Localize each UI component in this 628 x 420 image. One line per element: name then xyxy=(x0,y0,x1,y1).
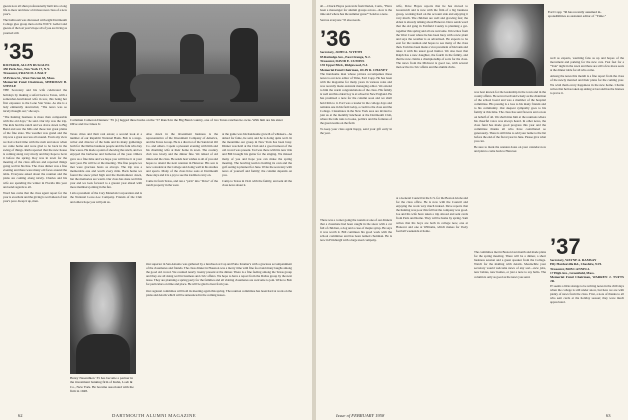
right-column-6 xyxy=(320,218,392,245)
class-year-35: ’35 xyxy=(3,38,34,64)
photo-hunters-caption: Carlsmun Cameron Dennew ’35 (r.) lugged three bucks on the ’57 Ranch in the Big Bend country, one of two Texas ranches he owns. With him are his sister Olive and Joe Likes Jr. xyxy=(70,118,283,127)
treasurer-address: 17 High Ave., Greenfield, Mass. xyxy=(550,270,595,275)
filler-text: guests now all shun professionally built into a long life to mow and mow a bit more near class of a new year's. xyxy=(3,4,67,17)
filler-text: Camp to Texas in 1941 with the family, and sent all the class news about it. xyxy=(222,179,292,188)
right-column-2 xyxy=(396,4,468,72)
filler-text: To keep your class agent happy, send your gift early in the year. xyxy=(320,127,392,136)
filler-text: Texas cities and their real estate; a second look at a number of our Republic National Bank. Bob is a stage-writer and director of the bank and its many gatherings both for the Dallas business people and the folk who buy fine wares. He made a point of showing the ranch, and we enjoyed the barbecue and barbecue of the year. Others gave us a fine time and we hope you will have it at your next year. He will be at the meeting. The fine people we met were gracious hosts as always. The trip was a memorable one and worth every mile. Back home we found the snow piled high and the thermometer down, but the memories are warm. Our class has done well this year and we look forward to a greater year ahead with more members joining in the fun. xyxy=(70,132,142,190)
left-page xyxy=(0,0,312,420)
filler-text: The committee met in Boston last month and made plans for the spring meeting. There will be a dinner, a short business session and a guest speaker from the College. Watch for the mailing with details. Meanwhile your secretary would welcome news of any sort—new jobs, new babies, new homes, or just a note to say hello. The column is only as good as the news you send. xyxy=(474,250,546,279)
treasurer-address: 135 Upper Blvd., Ridgewood, N.J. xyxy=(320,63,369,68)
left-column-1 xyxy=(3,4,67,205)
treasurer-line: Treasurer, FRANCIS J. BALT xyxy=(3,71,47,76)
filler-text: Also down in the investment business is the representative of the Investment Company of America, and the Texas Group. He is a director of the Sandoval Oil Co. and others. I spent a pleasant evening with him and his charming wife at their home in town. The country club was lovely and the dinner fine. We talked of old times and the class. He sends best wishes to all of you and hopes to attend the next reunion in Hanover. His son is now a student at the College and doing well in his studies and sports. Many of the class have sons at Dartmouth these days and it is a joy to see the tradition carry on. xyxy=(146,132,218,177)
right-running-foot: Issue of FEBRUARY 1958 xyxy=(336,413,385,418)
right-column-8 xyxy=(474,250,546,281)
treasurer-line: Treasurer, BOB CANNELL xyxy=(550,266,590,271)
memorial-line: Memorial Fund Chairman, WARREN J. TUFTS JR. xyxy=(550,275,624,284)
right-column-7 xyxy=(396,196,468,235)
right-folio: 63 xyxy=(606,413,611,418)
class-year-37: ’37 xyxy=(550,234,581,259)
portrait-suit xyxy=(76,334,130,374)
photo-portrait-copp xyxy=(474,4,544,86)
filler-text: wife, Dave Hayes reports that he has moved to Greenwich and is now with the firm of a big business group, working hard on the account side and enjoying it very much. The children are well and growing fast; the eldest is already talking about Hanover. Dave sends word that the old gang in Fairfield County is planning a get-together this spring and all are welcome. Jim writes from the West Coast where he has been busy with a new plant and says the weather is as advertised. He expects to be east for the reunion and hopes to see many of the class then. Tom has been made a vice president of his bank and takes it with his usual good humor. We also hear that Ralph has a new daughter, the fourth in the family, and that he now claims a championship of sorts for the class. The news from the Midwest is good too, with several men active in civic affairs and the alumni clubs. xyxy=(396,4,468,70)
filler-text: Among the notes this month is a fine report from the class of the newly married and their plans for the coming year. We wish them every happiness in the new home. Charlie writes that he has taken up skiing at last and has the bruises to prove it. xyxy=(550,74,624,95)
filler-text: The handsome man whose picture accompanies these notes is our new editor of Time, Earl Copp. He has been with the magazine for many years in various roles and was recently made assistant managing editor. We extend to him the warm congratulations of the class. His family is well and his oldest boy is at school in New England. He has promised a note for the column soon and we shall hold him to it. Earl was a leader in the college days and remains one in his field today, a credit to the class and the College. Classmates in the New York area are invited to join us at the monthly luncheon at the Dartmouth Club, where the talk runs to books, politics and the fortunes of the green teams on the field. xyxy=(320,71,392,125)
filler-text: There was a corner going the rounds at one of our dinners that a classmate had been caught in the snow with a car full of children, a dog and a case of maple syrup. He says it was worth it. Bill continues his good work with the school committee and has been named chairman. He is now in Pittsburgh with a large steel company. xyxy=(320,218,392,243)
treasurer-address: 35 Prince St., West Newton 65, Mass. xyxy=(3,75,56,80)
filler-text: was best known for the leadership in the town and in the county affairs. He served well and wisely as the chairman of the school board and was a member of the hospital committee. His passing is a loss to his many friends and to his community. Our deepest sympathy goes to his family at this time. The class has sent flowers and a note on behalf of all. We shall miss him at the reunions where his cheerful voice was always heard. In other news, the class fund has made good progress this year and the committee thanks all who have contributed so generously. There is still time to add your name to the list before the end of the fiscal year in June. Please give what you can. xyxy=(474,90,546,144)
filler-text: Word has come that the class agent report for the year is excellent and the giving is well ahead of last year's pace. Keep it up, men. xyxy=(3,190,67,203)
filler-text: The bathroom was discussed with eight Dartmouth College glee group men on the Will Y. Gellert and guests of the lost year's hope all of you are living as yearned still. xyxy=(3,18,67,35)
filler-text: I am a president of the Cary Materials Corporation and is the National Lowe-Loe Company. Friends of the Club and others hope you will join us. xyxy=(70,191,142,204)
filler-text: at the game was his handsome growth of whiskers—he aimed for fame, he said, and he is doing quite well. In the meantime our group in New York has been busy. Dinner was held at the Club and a good turnout of the old crowd was present. Ted was there with his new title and Bill brought his guitar for the singing. We missed many of you and hope you can make the spring meeting. The bowling team is holding its own and the golf outing is planned for June. Write the secretary with news of yourself and family; the column depends on you. xyxy=(222,132,292,177)
filler-text: at a General Council in the U.S. for the Boston Globe and for the class office. He is now with the Council and enjoying the work very much indeed. Dave reports that the hunting was poor this fall but the company was good. Joe and his wife have taken a trip abroad and sent cards from Paris and Rome. They will be home by spring. Sam writes that his boys are both in college now, one at Hanover and one at Williams, which makes for lively football weekends at home. xyxy=(396,196,468,233)
photo-copp-caption: Earl Copp ’36 has recently assumed in- sponsibilities as assistant editor of “Time.” xyxy=(548,10,607,19)
left-folio: 62 xyxy=(18,413,23,418)
filler-text: all.—Chuck Hayes postcards from Darien, Conn., "Have been a messenger for alumni groups across—how is the time and where has the summer gone?" Send us a note. xyxy=(320,4,392,17)
secretary-line: Secretary, JOHN A. WYETH xyxy=(320,50,362,55)
class-year-36: ’36 xyxy=(320,26,351,52)
memorial-line: Memorial Fund Chairman, SHERMAN B. STEELE xyxy=(3,79,67,89)
class-35-intro: THE Secretary and his wife celebrated the holidays by making a safari back to Texas, with a somewhat-bewildered wife in tow, this being her first exposure to the Lone Star State. As she is a lady eminently downwind, "The news was so nicely thought out," she says. xyxy=(3,88,67,113)
left-column-3 xyxy=(146,132,218,189)
secretary-line: Secretary, WAYNE A. RAMSAY xyxy=(550,258,597,262)
memorial-line: Memorial Fund Chairman, OLIN R. CHANEY xyxy=(320,67,388,72)
filler-text: Be sure to mark the reunion dates on your calendar now and plan to come back to Hanover. xyxy=(474,145,546,154)
secretary-address: Elly Hardeeville Rd., Cheshire, N.H. xyxy=(550,262,602,267)
filler-text: Our superior in San Antonio was gathered by a luncheon at Cap and Patio Kramer's with a gracious accompaniment of the classmates and friends. The class dinner in Houston was a merry time with fine food and many laughs among the good old crowd. We counted nearly twenty present at the dinner. There is a fine feeling among the Texas group and they are all doing well in business and civic affairs. We hope to have a report from the Dallas group by the next issue. They are planning a spring party for the families and all visiting classmates are welcome to join. Write to Bob for particulars on time and place. He will be glad to hear from you. xyxy=(146,262,292,287)
treasurer-line: Treasurer, DAVID E. CUMINS xyxy=(320,58,365,63)
filler-text: Came in from Texas, and ran a "pick" into "Dave" of the ranch property in the west. xyxy=(146,179,218,188)
portrait-suit xyxy=(482,58,536,86)
left-column-4 xyxy=(222,132,292,189)
right-column-4 xyxy=(550,56,624,97)
photo-portrait-nesenthien xyxy=(70,262,136,374)
secretary-address: 85 Rutledge Ave., East Orange, N.J. xyxy=(320,54,371,59)
filler-text: "The hunting business is more than comparable with the old days," he said. Our trip was the trip. The kids had the ranch and we drove down to Big Bend and saw the hills and those last great plains of the fine state. The weather was grand and the trip was a great success all around. From any view we had a hard time with the rush and snow when we came home and were glad to be back in the swing of things. Ruth reported that the new house is coming along very nicely and they hope to be in it before the spring. Roy was in town for the meeting of the class officers and reported things going well in his line. The class dinner was a fine evening and there were many old faces around the table. Everyone asked about the reunion and the plans are coming along nicely. Charles and his wife are spending the winter in Florida this year and send regards to all. xyxy=(3,115,67,189)
filler-text: well as experts, warming fans as up and hopes of the movement and parking for the new cars. Fast feet for a "Yale" night in the town and there are still a few more seats at the dinner table for all who come. xyxy=(550,56,624,73)
photo-portrait-caption: Henry Nesenthien ’35 has become a partner in the investment banking firm of Kuhn, Loeb & Co., New York. He became associated with the firm in 1948. xyxy=(70,376,134,393)
right-column-1 xyxy=(320,4,392,137)
right-column-3 xyxy=(474,90,546,155)
filler-text: IT seems a little strange to be writing notes in the chill days when the college is still under snow, but here we are with plenty of news from the class. First, a note of thanks to all who sent cards at the holiday season; they were much appreciated. xyxy=(550,283,624,305)
right-page xyxy=(316,0,628,420)
left-running-foot: DARTMOUTH ALUMNI MAGAZINE xyxy=(112,413,196,418)
secretary-address: 450 Park Ave., New York 17, N.Y. xyxy=(3,66,50,71)
deer-silhouette xyxy=(130,74,240,100)
filler-text: Sent us everyone ’35 also needs. xyxy=(320,18,361,23)
filler-text: Our regional committee will hold its meeting again this spring. The reunion committee has been hard at work on the plans and details which will be announced in the coming issues. xyxy=(146,288,292,297)
right-column-5 xyxy=(550,230,624,306)
secretary-line: RICHARD, ALLEN RUGGLES xyxy=(3,62,50,67)
left-column-5 xyxy=(146,262,292,299)
left-column-2 xyxy=(70,132,142,206)
photo-hunters xyxy=(70,4,290,116)
